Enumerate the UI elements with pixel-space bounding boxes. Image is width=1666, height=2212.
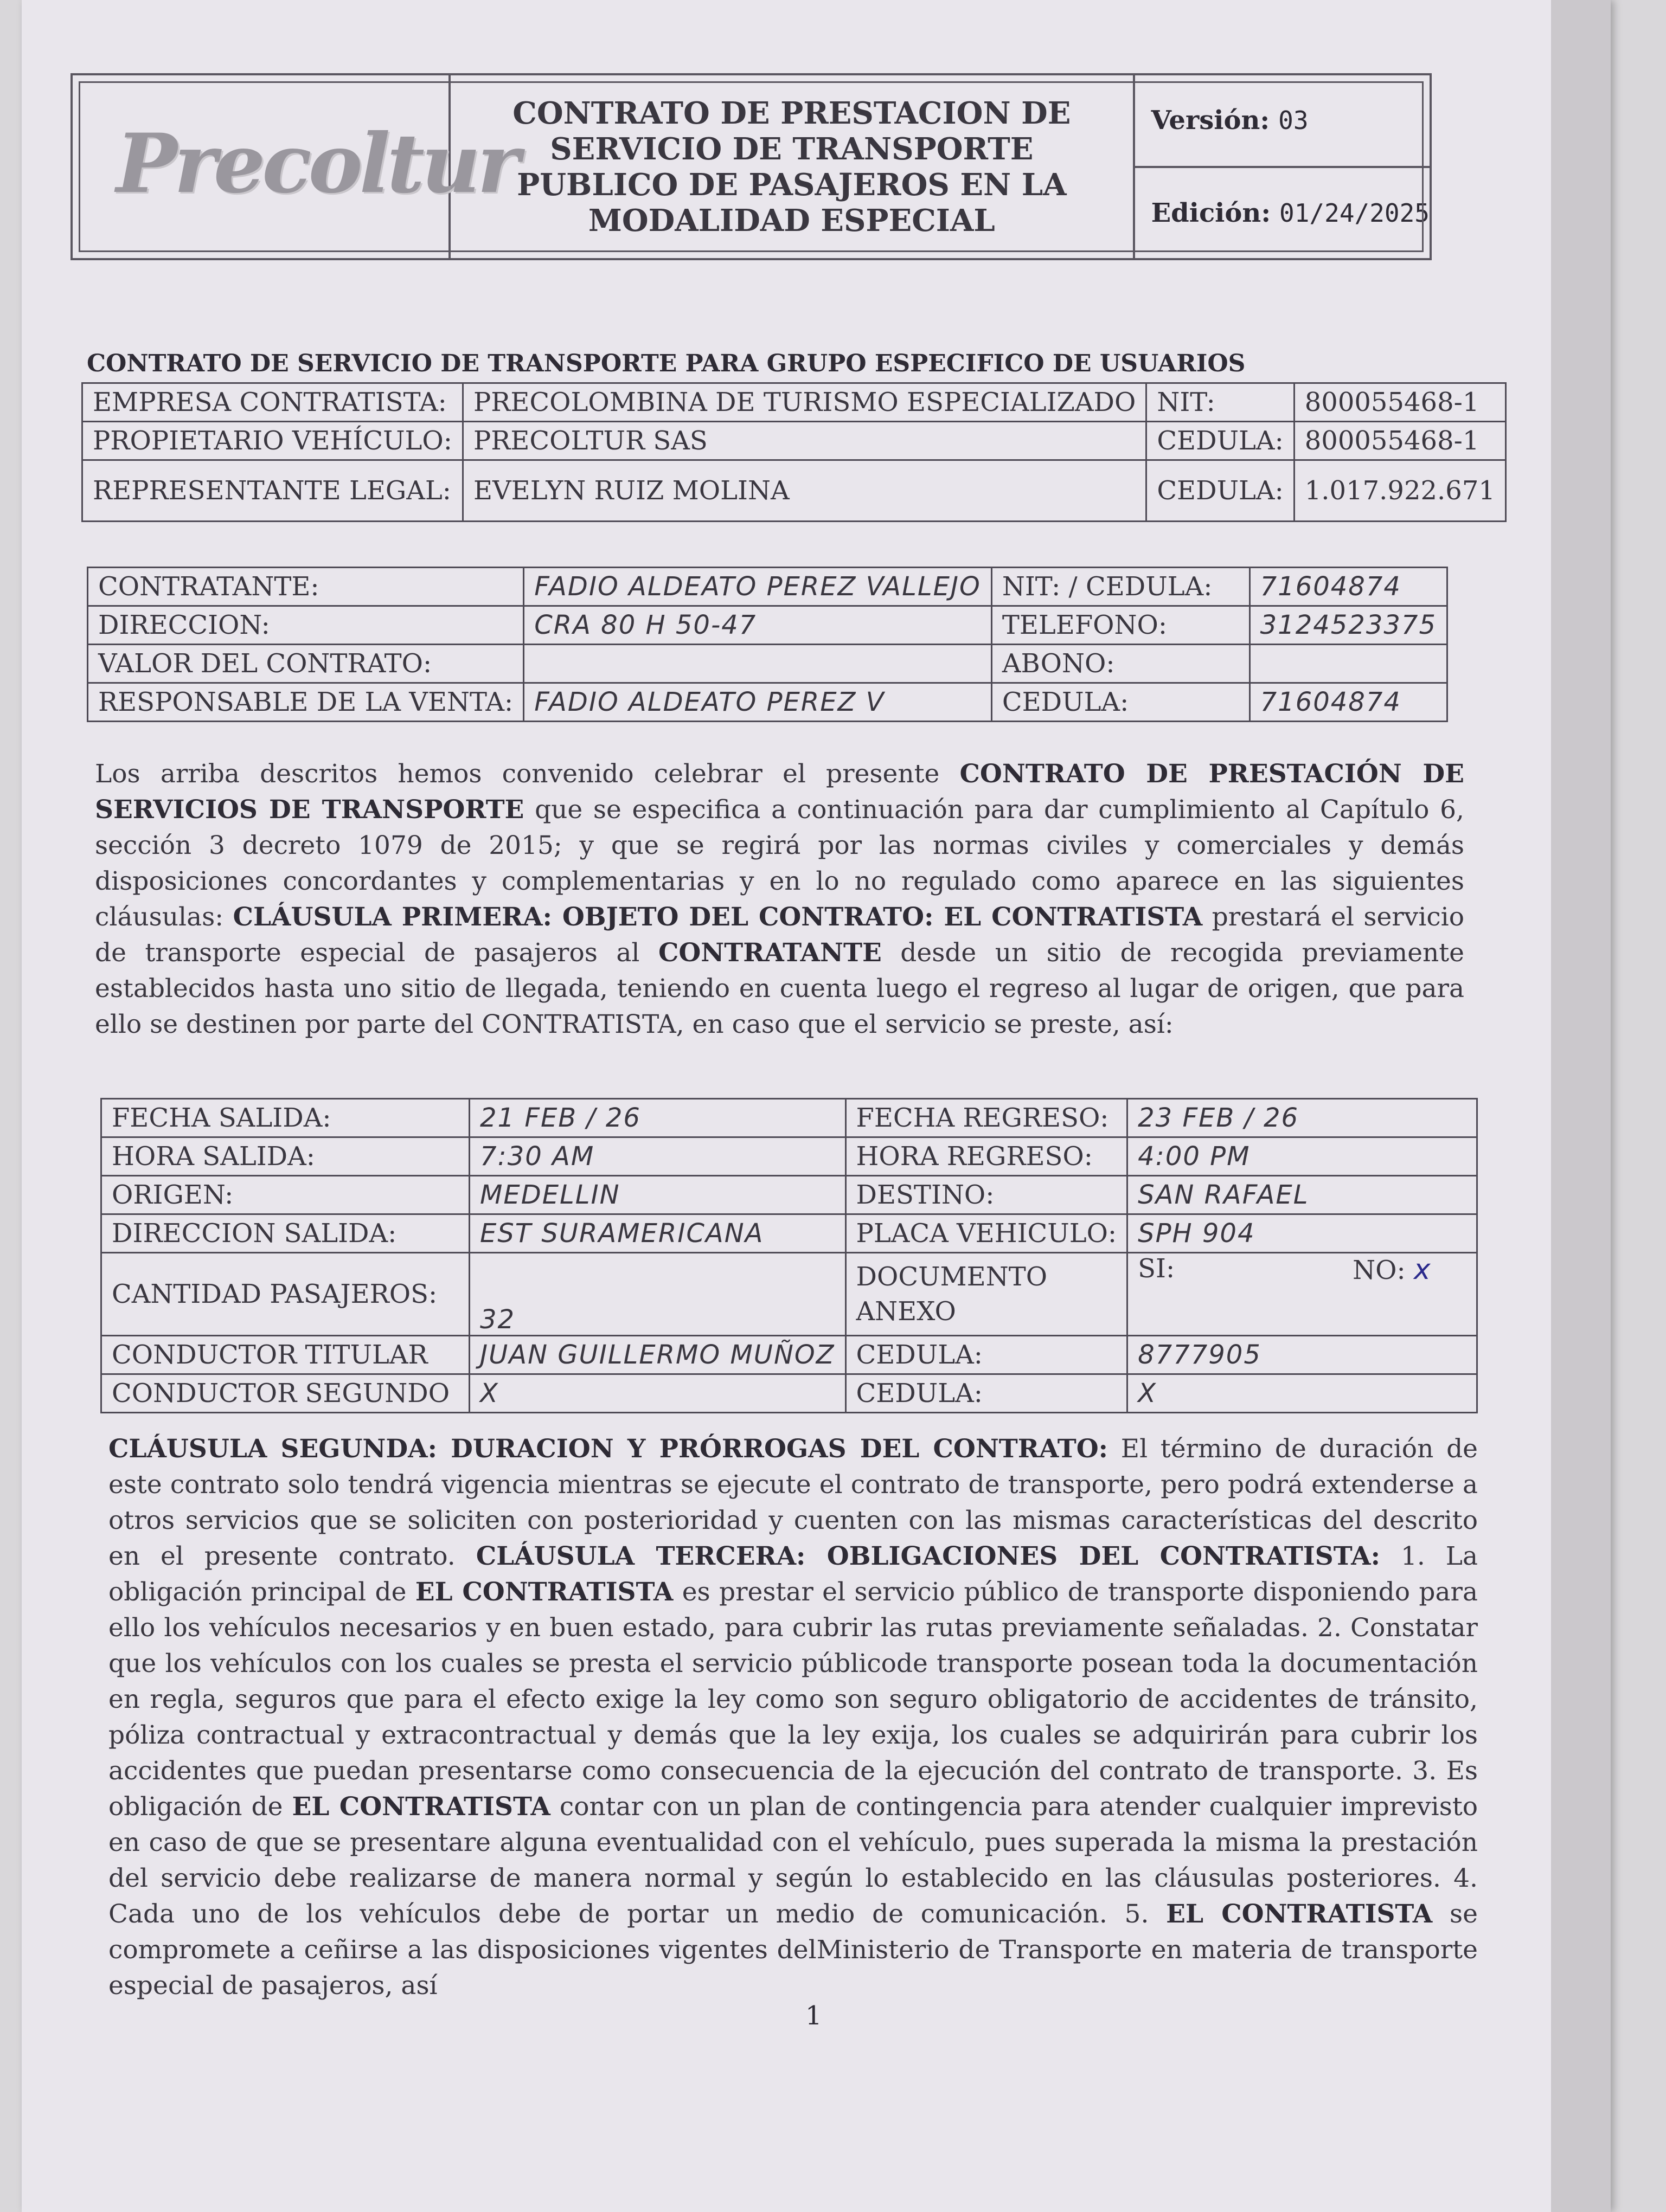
cedula-titular-label: CEDULA: bbox=[845, 1336, 1127, 1374]
logo-cell bbox=[73, 75, 517, 258]
clause-text-3: es prestar el servicio público de transporte disponiendo para ello los vehículos necesarios y en buen estado, para cubrir las rutas previamente señaladas. 2. Constatar que los vehículos con los cuales se presta el servicio públicode transporte posean toda la documentación en regla, seguros que para el efecto exige la ley como son seguro obligatorio de accidentes de tránsito, póliza contractual y extracontractual y demás que la ley exija, los cuales se adquirirán para cubrir los accidentes que puedan presentarse como consecuencia de la ejecución del contrato de transporte. 3. Es obligación de bbox=[108, 1577, 1478, 1822]
cedula-segundo-value: X bbox=[1127, 1374, 1477, 1413]
intro-text-1: Los arriba descritos hemos convenido celebrar el presente bbox=[95, 759, 960, 789]
table-row bbox=[82, 422, 1506, 460]
page-number: 1 bbox=[805, 2001, 822, 2031]
conductor-segundo-label: CONDUCTOR SEGUNDO bbox=[101, 1374, 470, 1413]
table-row bbox=[101, 1137, 1477, 1176]
destino-value: SAN RAFAEL bbox=[1127, 1176, 1477, 1214]
section-title: CONTRATO DE SERVICIO DE TRANSPORTE PARA GRUPO ESPECIFICO DE USUARIOS bbox=[87, 350, 1246, 377]
no-cell bbox=[1343, 1253, 1477, 1336]
empresa-value: PRECOLOMBINA DE TURISMO ESPECIALIZADO bbox=[463, 383, 1146, 422]
documento-label: DOCUMENTO ANEXO bbox=[845, 1253, 1127, 1336]
table-row bbox=[88, 568, 1447, 606]
cedula-value-2: 1.017.922.671 bbox=[1294, 460, 1505, 522]
contratante-label: CONTRATANTE: bbox=[88, 568, 524, 606]
direccion-label: DIRECCION: bbox=[88, 606, 524, 645]
intro-bold-2: CLÁUSULA PRIMERA: OBJETO DEL CONTRATO: EL CONTRATISTA bbox=[233, 902, 1203, 932]
cedula-value: 71604874 bbox=[1250, 683, 1447, 722]
hora-regreso-label: HORA REGRESO: bbox=[845, 1137, 1127, 1176]
intro-text-4: desde un sitio de recogida previamente establecidos hasta uno sitio de llegada, teniendo en cuenta luego el regreso al lugar de origen, que para ello se destinen por parte del CONTRATISTA, en caso que el servicio se preste, así: bbox=[95, 938, 1464, 1039]
table-row bbox=[88, 645, 1447, 683]
representante-label: REPRESENTANTE LEGAL: bbox=[82, 460, 463, 522]
version-box bbox=[1135, 75, 1430, 258]
table-row bbox=[88, 606, 1447, 645]
intro-text-3: prestará el servicio de transporte especial de pasajeros al bbox=[95, 902, 1464, 968]
propietario-value: PRECOLTUR SAS bbox=[463, 422, 1146, 460]
hora-regreso-value: 4:00 PM bbox=[1127, 1137, 1477, 1176]
conductor-segundo-value: X bbox=[470, 1374, 846, 1413]
edition-label: Edición: bbox=[1151, 197, 1271, 228]
placa-value: SPH 904 bbox=[1127, 1214, 1477, 1253]
client-table bbox=[87, 567, 1448, 722]
nit-cedula-label: NIT: / CEDULA: bbox=[991, 568, 1250, 606]
document-header bbox=[71, 73, 1432, 260]
clause-text-5: se compromete a ceñirse a las disposiciones vigentes delMinisterio de Transporte en materia de transporte especial de pasajeros, así bbox=[108, 1899, 1478, 2001]
direccion-salida-value: EST SURAMERICANA bbox=[470, 1214, 846, 1253]
propietario-label: PROPIETARIO VEHÍCULO: bbox=[82, 422, 463, 460]
si-label: SI: bbox=[1127, 1253, 1343, 1336]
contratante-value: FADIO ALDEATO PEREZ VALLEJO bbox=[524, 568, 992, 606]
hora-salida-value: 7:30 AM bbox=[470, 1137, 846, 1176]
cedula-value-1: 800055468-1 bbox=[1294, 422, 1505, 460]
valor-value bbox=[524, 645, 992, 683]
nit-label: NIT: bbox=[1146, 383, 1294, 422]
conductor-titular-label: CONDUCTOR TITULAR bbox=[101, 1336, 470, 1374]
cedula-segundo-label: CEDULA: bbox=[845, 1374, 1127, 1413]
table-row bbox=[101, 1253, 1477, 1336]
direccion-salida-label: DIRECCION SALIDA: bbox=[101, 1214, 470, 1253]
edition-row bbox=[1135, 168, 1430, 259]
cantidad-value: 32 bbox=[470, 1253, 846, 1336]
cedula-label: CEDULA: bbox=[991, 683, 1250, 722]
contract-intro-paragraph bbox=[95, 756, 1464, 1043]
version-row bbox=[1135, 75, 1430, 168]
hora-salida-label: HORA SALIDA: bbox=[101, 1137, 470, 1176]
document-title-text: CONTRATO DE PRESTACION DE SERVICIO DE TRANSPORTE PUBLICO DE PASAJEROS EN LA MODALIDAD ESPECIAL bbox=[512, 95, 1071, 239]
clause-2-title: CLÁUSULA SEGUNDA: DURACION Y PRÓRROGAS DEL CONTRATO: bbox=[108, 1434, 1108, 1464]
telefono-value: 3124523375 bbox=[1250, 606, 1447, 645]
empresa-label: EMPRESA CONTRATISTA: bbox=[82, 383, 463, 422]
fecha-regreso-value: 23 FEB / 26 bbox=[1127, 1099, 1477, 1137]
nit-value: 800055468-1 bbox=[1294, 383, 1505, 422]
no-mark: x bbox=[1413, 1253, 1432, 1286]
nit-cedula-value: 71604874 bbox=[1250, 568, 1447, 606]
fecha-salida-label: FECHA SALIDA: bbox=[101, 1099, 470, 1137]
cantidad-label: CANTIDAD PASAJEROS: bbox=[101, 1253, 470, 1336]
table-row bbox=[101, 1099, 1477, 1137]
clauses-paragraph bbox=[108, 1431, 1478, 2004]
version-label: Versión: bbox=[1151, 105, 1270, 136]
document-title bbox=[451, 75, 1135, 258]
clause-bold-4: EL CONTRATISTA bbox=[292, 1792, 550, 1822]
intro-bold-1: CONTRATO DE PRESTACIÓN DE SERVICIOS DE TRANSPORTE bbox=[95, 759, 1464, 825]
clause-text-2: 1. La obligación principal de bbox=[108, 1541, 1478, 1607]
document-sheet bbox=[22, 0, 1611, 2212]
origen-value: MEDELLIN bbox=[470, 1176, 846, 1214]
version-value: 03 bbox=[1278, 106, 1309, 136]
clause-3-title: CLÁUSULA TERCERA: OBLIGACIONES DEL CONTRATISTA: bbox=[476, 1541, 1380, 1571]
intro-text-2: que se especifica a continuación para dar cumplimiento al Capítulo 6, sección 3 decreto 1079 de 2015; y que se regirá por las normas civiles y comerciales y demás disposiciones concordantes y complementarias y en lo no regulado como aparece en las siguientes cláusulas: bbox=[95, 795, 1465, 932]
clause-bold-3: EL CONTRATISTA bbox=[415, 1577, 674, 1607]
responsable-value: FADIO ALDEATO PEREZ V bbox=[524, 683, 992, 722]
origen-label: ORIGEN: bbox=[101, 1176, 470, 1214]
company-table bbox=[81, 382, 1507, 522]
direccion-value: CRA 80 H 50-47 bbox=[524, 606, 992, 645]
no-label: NO: bbox=[1353, 1255, 1406, 1285]
fecha-regreso-label: FECHA REGRESO: bbox=[845, 1099, 1127, 1137]
company-logo: Precoltur bbox=[116, 116, 517, 211]
telefono-label: TELEFONO: bbox=[991, 606, 1250, 645]
responsable-label: RESPONSABLE DE LA VENTA: bbox=[88, 683, 524, 722]
fecha-salida-value: 21 FEB / 26 bbox=[470, 1099, 846, 1137]
valor-label: VALOR DEL CONTRATO: bbox=[88, 645, 524, 683]
cedula-titular-value: 8777905 bbox=[1127, 1336, 1477, 1374]
abono-label: ABONO: bbox=[991, 645, 1250, 683]
clause-text-4: contar con un plan de contingencia para atender cualquier imprevisto en caso de que se presentare alguna eventualidad con el vehículo, pues superada la misma la prestación del servicio debe realizarse de manera normal y según lo establecido en las cláusulas posteriores. 4. Cada uno de los vehículos debe de portar un medio de comunicación. 5. bbox=[108, 1792, 1478, 1929]
edition-value: 01/24/2025 bbox=[1279, 198, 1430, 228]
table-row bbox=[101, 1176, 1477, 1214]
clause-bold-5: EL CONTRATISTA bbox=[1166, 1899, 1433, 1929]
table-row bbox=[82, 460, 1506, 522]
table-row bbox=[101, 1214, 1477, 1253]
clause-text-1: El término de duración de este contrato solo tendrá vigencia mientras se ejecute el contrato de transporte, pero podrá extenderse a otros servicios que se soliciten con posterioridad y cuenten con las mismas características del descrito en el presente contrato. bbox=[108, 1434, 1478, 1571]
trip-table bbox=[100, 1098, 1478, 1413]
placa-label: PLACA VEHICULO: bbox=[845, 1214, 1127, 1253]
cedula-label-1: CEDULA: bbox=[1146, 422, 1294, 460]
abono-value bbox=[1250, 645, 1447, 683]
intro-bold-3: CONTRATANTE bbox=[658, 938, 882, 968]
representante-value: EVELYN RUIZ MOLINA bbox=[463, 460, 1146, 522]
table-row bbox=[101, 1374, 1477, 1413]
cedula-label-2: CEDULA: bbox=[1146, 460, 1294, 522]
page-edge bbox=[1551, 0, 1611, 2212]
table-row bbox=[101, 1336, 1477, 1374]
destino-label: DESTINO: bbox=[845, 1176, 1127, 1214]
table-row bbox=[82, 383, 1506, 422]
table-row bbox=[88, 683, 1447, 722]
conductor-titular-value: JUAN GUILLERMO MUÑOZ bbox=[470, 1336, 846, 1374]
